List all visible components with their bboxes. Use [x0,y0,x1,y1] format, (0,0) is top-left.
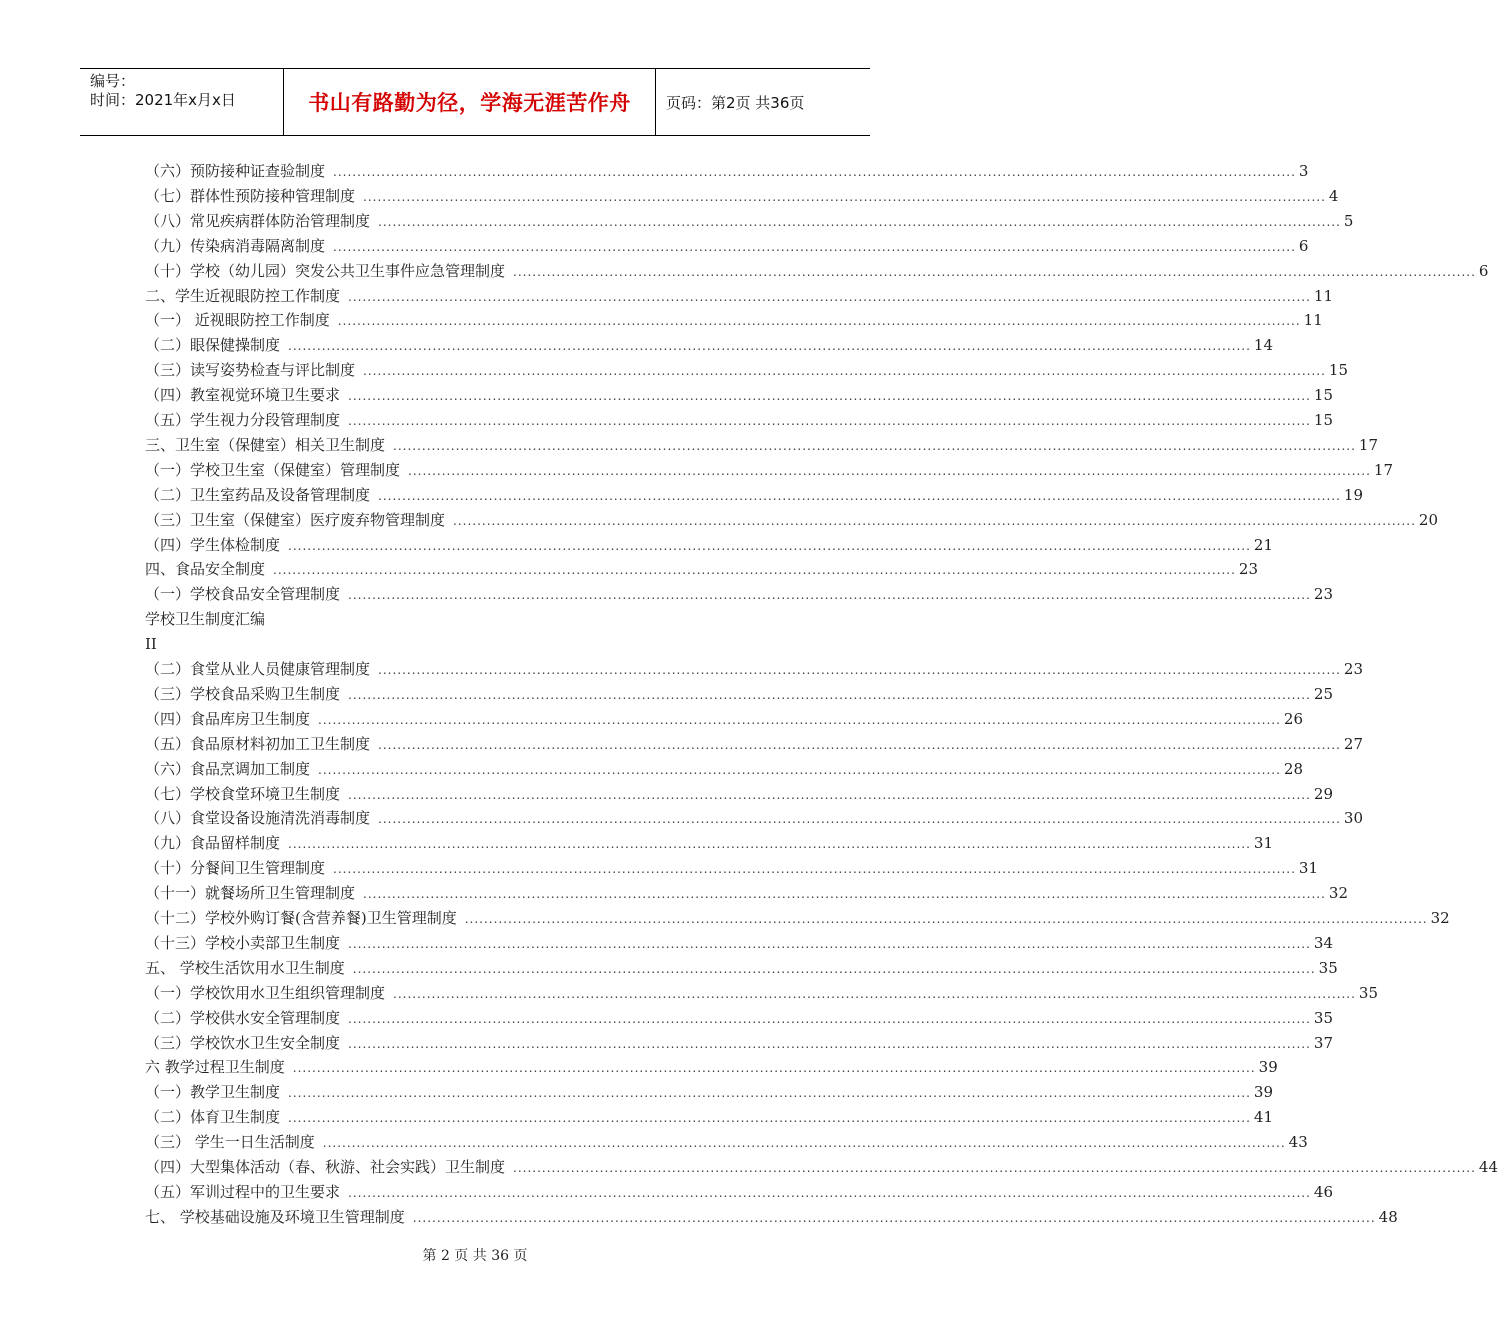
toc-dot-leader: ........................................................................................................................................................................................................ [513,1161,1476,1175]
toc-entry[interactable] [145,433,1378,458]
toc-entry-title: （二）眼保健操制度 [145,336,281,355]
toc-entry-title: 四、食品安全制度 [145,560,266,579]
toc-entry[interactable] [145,881,1348,906]
toc-entry[interactable] [145,1080,1273,1105]
toc-entry-title: （四）食品库房卫生制度 [145,709,311,728]
toc-entry-title: （一）教学卫生制度 [145,1083,281,1102]
toc-entry[interactable] [145,1130,1308,1155]
toc-entry-title: （九）食品留样制度 [145,834,281,853]
toc-entry-page: 32 [1328,884,1348,903]
toc-dot-leader: ........................................................................................................................................................................................................ [348,289,1311,304]
toc-entry[interactable] [145,483,1363,508]
toc-entry[interactable] [145,782,1333,807]
toc-entry-title: 二、学生近视眼防控工作制度 [145,286,341,305]
toc-entry-page: 43 [1288,1133,1308,1152]
toc-entry-page: 14 [1253,336,1273,355]
toc-entry-title: 七、 学校基础设施及环境卫生管理制度 [145,1207,405,1226]
toc-dot-leader: ........................................................................................................................................................................................................ [292,1061,1256,1076]
toc-entry-title: （五）军训过程中的卫生要求 [145,1182,341,1201]
toc-dot-leader: ........................................................................................................................................................................................................ [363,189,1326,204]
toc-entry[interactable] [145,159,1309,184]
toc-entry-page: 31 [1298,859,1318,878]
toc-dot-leader: ........................................................................................................................................................................................................ [348,1036,1311,1051]
toc-entry-title: （三）读写姿势检查与评比制度 [145,361,356,380]
toc-entry[interactable] [145,184,1339,209]
toc-entry[interactable] [145,533,1273,558]
toc-entry-title: （三）卫生室（保健室）医疗废弃物管理制度 [145,510,446,529]
toc-entry-page: 35 [1358,983,1378,1002]
toc-entry-page: 28 [1283,759,1303,778]
toc-dot-leader: ........................................................................................................................................................................................................ [288,837,1251,852]
toc-entry[interactable] [145,682,1333,707]
time-label: 时间：2021年x月x日 [90,91,236,109]
toc-entry-title: （九）传染病消毒隔离制度 [145,236,326,255]
toc-dot-leader: ........................................................................................................................................................................................................ [378,663,1341,677]
header-meta [80,69,284,135]
toc-entry[interactable] [145,383,1333,408]
toc-dot-leader: ........................................................................................................................................................................................................ [348,414,1311,428]
toc-dot-leader: ........................................................................................................................................................................................................ [513,264,1476,279]
toc-dot-leader: ........................................................................................................................................................................................................ [348,389,1311,404]
toc-entry-page: 6 [1298,236,1309,255]
toc-entry-page: 15 [1313,411,1333,429]
toc-dot-leader: ........................................................................................................................................................................................................ [348,787,1311,802]
toc-entry-title: （十）学校（幼儿园）突发公共卫生事件应急管理制度 [145,261,506,280]
toc-entry-title: （十一）就餐场所卫生管理制度 [145,884,356,903]
toc-entry[interactable] [145,732,1363,757]
toc-dot-leader: ........................................................................................................................................................................................................ [333,239,1296,254]
toc-entry[interactable] [145,284,1333,309]
toc-entry[interactable] [145,557,1258,582]
toc-dot-leader: ........................................................................................................................................................................................................ [288,1111,1251,1126]
toc-entry-page: 19 [1343,485,1363,504]
toc-plain-line: 学校卫生制度汇编 [145,610,266,629]
toc-entry-title: （六）食品烹调加工制度 [145,759,311,778]
toc-entry-title: （一）学校食品安全管理制度 [145,585,341,604]
toc-dot-leader: ........................................................................................................................................................................................................ [378,214,1341,229]
toc-dot-leader: ........................................................................................................................................................................................................ [393,986,1356,1001]
toc-entry-page: 5 [1343,211,1354,230]
toc-entry[interactable] [145,333,1273,358]
toc-entry-page: 23 [1313,585,1333,604]
toc-entry[interactable] [145,308,1323,333]
toc-dot-leader: ........................................................................................................................................................................................................ [348,687,1311,702]
toc-entry-page: 6 [1478,261,1489,280]
toc-dot-leader: ........................................................................................................................................................................................................ [348,936,1311,951]
toc-entry-page: 31 [1253,834,1273,853]
toc-dot-leader: ........................................................................................................................................................................................................ [318,762,1281,777]
toc-entry-title: （四）大型集体活动（春、秋游、社会实践）卫生制度 [145,1158,506,1176]
toc-entry[interactable] [145,234,1309,259]
toc-entry[interactable] [145,906,1450,931]
toc-dot-leader: ........................................................................................................................................................................................................ [333,862,1296,877]
toc-entry-title: （六）预防接种证查验制度 [145,162,326,180]
toc-plain-line: II [145,635,157,654]
toc-entry-page: 23 [1343,660,1363,678]
toc-entry-title: （四）学生体检制度 [145,535,281,554]
document-header [80,68,870,136]
toc-entry-title: （三）学校饮水卫生安全制度 [145,1033,341,1052]
toc-entry-title: （一）学校饮用水卫生组织管理制度 [145,983,386,1002]
toc-dot-leader: ........................................................................................................................................................................................................ [333,165,1296,179]
toc-entry[interactable] [145,1006,1333,1031]
toc-entry-title: （一）学校卫生室（保健室）管理制度 [145,460,401,479]
toc-entry-page: 25 [1313,684,1333,703]
toc-entry[interactable] [145,582,1333,607]
toc-entry[interactable] [145,1055,1278,1080]
toc-dot-leader: ........................................................................................................................................................................................................ [318,712,1281,727]
toc-entry-title: （三） 学生一日生活制度 [145,1133,315,1152]
toc-dot-leader: ........................................................................................................................................................................................................ [378,737,1341,752]
toc-entry-title: （十二）学校外购订餐(含营养餐)卫生管理制度 [145,909,457,927]
toc-dot-leader: ........................................................................................................................................................................................................ [378,812,1341,827]
toc-entry-page: 20 [1418,510,1438,529]
toc-dot-leader: ........................................................................................................................................................................................................ [288,339,1251,354]
toc-dot-leader: ........................................................................................................................................................................................................ [464,912,1428,926]
toc-dot-leader: ........................................................................................................................................................................................................ [322,1136,1286,1151]
toc-entry[interactable] [145,956,1338,981]
toc-entry-title: （二）卫生室药品及设备管理制度 [145,485,371,504]
toc-entry[interactable] [145,508,1438,533]
toc-entry[interactable] [145,259,1489,284]
toc-entry[interactable] [145,1105,1273,1130]
toc-entry-page: 21 [1253,535,1273,554]
toc-entry-title: （三）学校食品采购卫生制度 [145,684,341,703]
toc-entry-page: 17 [1373,460,1393,479]
toc-dot-leader: ........................................................................................................................................................................................................ [348,588,1311,603]
toc-entry-page: 15 [1313,386,1333,405]
motto-text: 书山有路勤为径，学海无涯苦作舟 [308,91,631,115]
toc-entry-title: （七）群体性预防接种管理制度 [145,186,356,205]
toc-entry-page: 29 [1313,784,1333,803]
toc-entry-title: 五、 学校生活饮用水卫生制度 [145,958,345,977]
toc-dot-leader: ........................................................................................................................................................................................................ [348,1011,1311,1026]
toc-entry-page: 4 [1328,186,1339,205]
toc-entry-page: 35 [1318,958,1338,977]
toc-entry[interactable] [145,757,1303,782]
toc-entry-title: （八）食堂设备设施清洗消毒制度 [145,809,371,828]
toc-entry-page: 44 [1478,1158,1498,1176]
toc-entry-title: （七）学校食堂环境卫生制度 [145,784,341,803]
toc-entry[interactable] [145,806,1363,831]
toc-entry-page: 35 [1313,1008,1333,1027]
toc-entry[interactable] [145,408,1333,433]
toc-entry-title: 六 教学过程卫生制度 [145,1058,285,1077]
toc-entry[interactable] [145,856,1318,881]
toc-dot-leader: ........................................................................................................................................................................................................ [408,463,1371,478]
toc-entry-page: 27 [1343,734,1363,753]
toc-entry-page: 46 [1313,1182,1333,1201]
toc-dot-leader: ........................................................................................................................................................................................................ [288,538,1251,553]
toc-dot-leader: ........................................................................................................................................................................................................ [363,364,1326,379]
toc-entry[interactable] [145,209,1354,234]
header-motto-cell [284,69,656,135]
toc-entry-page: 41 [1253,1108,1273,1127]
toc-entry-page: 3 [1298,162,1309,180]
toc-entry[interactable] [145,707,1303,732]
toc-entry-title: （二）体育卫生制度 [145,1108,281,1127]
toc-dot-leader: ........................................................................................................................................................................................................ [273,563,1236,578]
toc-entry-title: 三、卫生室（保健室）相关卫生制度 [145,435,386,454]
toc-entry-page: 39 [1253,1083,1273,1102]
toc-dot-leader: ........................................................................................................................................................................................................ [288,1086,1251,1101]
toc-entry-page: 39 [1258,1058,1278,1077]
toc-entry-title: （十三）学校小卖部卫生制度 [145,933,341,952]
toc-entry-page: 34 [1313,933,1333,952]
toc-entry-title: （一） 近视眼防控工作制度 [145,311,330,330]
toc-entry[interactable] [145,831,1273,856]
toc-entry-page: 11 [1313,286,1333,305]
toc-entry-page: 26 [1283,709,1303,728]
header-page-cell [656,69,870,135]
toc-dot-leader: ........................................................................................................................................................................................................ [378,488,1341,503]
toc-entry-title: （五）食品原材料初加工卫生制度 [145,734,371,753]
toc-entry[interactable] [145,458,1393,483]
toc-entry-page: 23 [1238,560,1258,579]
toc-dot-leader: ........................................................................................................................................................................................................ [352,961,1316,976]
page-label: 页码：第2页 共36页 [666,93,805,112]
toc-entry-page: 37 [1313,1033,1333,1052]
toc-entry-title: （四）教室视觉环境卫生要求 [145,386,341,405]
toc-dot-leader: ........................................................................................................................................................................................................ [337,314,1301,329]
toc-entry-page: 30 [1343,809,1363,828]
toc-dot-leader: ........................................................................................................................................................................................................ [348,1185,1311,1200]
toc-entry[interactable] [145,1031,1333,1056]
toc-entry-title: （十）分餐间卫生管理制度 [145,859,326,878]
number-label: 编号： [90,72,136,90]
toc-entry[interactable] [145,1180,1333,1205]
toc-entry-page: 11 [1303,311,1323,330]
toc-dot-leader: ........................................................................................................................................................................................................ [412,1210,1376,1225]
toc-entry[interactable] [145,1155,1498,1180]
toc-entry[interactable] [145,358,1348,383]
toc-entry-page: 15 [1328,361,1348,380]
toc-entry[interactable] [145,657,1363,682]
toc-entry[interactable] [145,981,1378,1006]
toc-dot-leader: ........................................................................................................................................................................................................ [393,438,1356,453]
toc-entry-page: 48 [1378,1207,1398,1226]
toc-entry-title: （二）学校供水安全管理制度 [145,1008,341,1027]
toc-entry-page: 17 [1358,435,1378,454]
toc-dot-leader: ........................................................................................................................................................................................................ [453,513,1416,528]
toc-entry-title: （二）食堂从业人员健康管理制度 [145,660,371,678]
page-footer: 第 2 页 共 36 页 [422,1248,528,1264]
toc-entry[interactable] [145,1205,1398,1230]
toc-entry-page: 32 [1430,909,1450,927]
toc-entry-title: （八）常见疾病群体防治管理制度 [145,211,371,230]
toc-entry[interactable] [145,931,1333,956]
toc-dot-leader: ........................................................................................................................................................................................................ [363,887,1326,902]
toc-entry-title: （五）学生视力分段管理制度 [145,411,341,429]
